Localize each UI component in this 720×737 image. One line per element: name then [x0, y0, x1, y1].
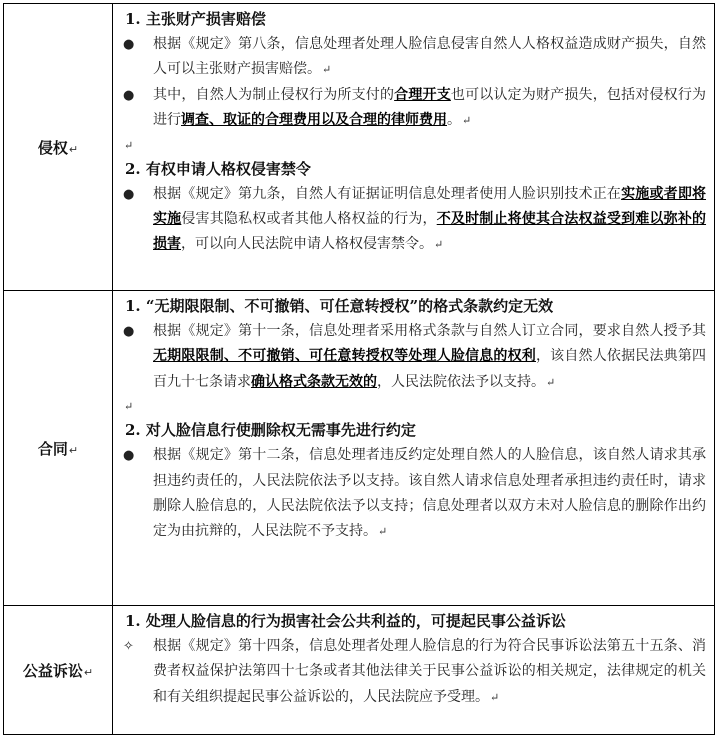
bullet-item — [123, 319, 706, 395]
key-phrase: 合理开支 — [394, 86, 451, 103]
key-phrase: 确认格式条款无效的 — [251, 373, 377, 390]
item-text: 根据《规定》第八条，信息处理者处理人脸信息侵害自然人人格权益造成财产损失，自然人可以主张财产损害赔偿。↵ — [153, 36, 706, 78]
bullet-item — [123, 634, 706, 710]
section-content — [113, 606, 715, 735]
bullet-item — [123, 32, 706, 83]
bullet-icon: ● — [123, 37, 135, 52]
item-text: 其中，自然人为制止侵权行为所支付的合理开支也可以认定为财产损失，包括对侵权行为进行调查、取证的合理费用以及合理的律师费用。↵ — [153, 86, 707, 129]
section-content — [113, 291, 715, 606]
key-phrase: 无期限限制、不可撤销、可任意转授权等处理人脸信息的权利 — [153, 348, 536, 365]
section-content — [113, 4, 715, 291]
section-label: 合同↵ — [4, 291, 113, 606]
key-phrase: 调查、取证的合理费用以及合理的律师费用 — [181, 112, 447, 129]
item-text: 根据《规定》第十一条，信息处理者采用格式条款与自然人订立合同，要求自然人授予其无期限限制、不可撤销、可任意转授权等处理人脸信息的权利，该自然人依据民法典第四百九十七条请求确认格式条款无效的，人民法院依法予以支持。↵ — [153, 323, 707, 390]
section-row-contract — [4, 291, 715, 606]
section-label: 侵权↵ — [4, 4, 113, 291]
item-text: 根据《规定》第十二条，信息处理者违反约定处理自然人的人脸信息，该自然人请求其承担违约责任的，人民法院依法予以支持。该自然人请求信息处理者承担违约责任时，请求删除人脸信息的，人民法院依法予以支持；信息处理者以双方未对人脸信息的删除作出约定为由抗辩的，人民法院不予支持。↵ — [153, 447, 706, 540]
diamond-bullet-icon: ✧ — [123, 639, 134, 654]
section-label: 公益诉讼↵ — [4, 606, 113, 735]
bullet-item — [123, 83, 706, 134]
section-heading: 1. “无期限限制、不可撤销、可任意转授权”的格式条款约定无效 — [125, 297, 554, 315]
bullet-icon: ● — [123, 324, 135, 339]
key-phrase: 不及时制止将使其合法权益受到难以弥补的损害 — [153, 211, 707, 253]
section-row-infringement — [4, 4, 715, 291]
section-heading: 2. 有权申请人格权侵害禁令 — [125, 159, 311, 178]
key-phrase: 实施或者即将实施 — [153, 185, 706, 228]
blank-line: ↵ — [124, 400, 134, 414]
bullet-item — [123, 182, 706, 258]
item-text: 根据《规定》第九条，自然人有证据证明信息处理者使用人脸识别技术正在实施或者即将实施侵害其隐私权或者其他人格权益的行为，不及时制止将使其合法权益受到难以弥补的损害，可以向人民法院申请人格权侵害禁令。↵ — [153, 185, 707, 253]
bullet-item — [123, 443, 706, 545]
section-heading: 2. 对人脸信息行使删除权无需事先进行约定 — [125, 421, 416, 440]
section-row-public-interest — [4, 606, 715, 735]
regulation-table — [3, 3, 715, 735]
item-text: 根据《规定》第十四条，信息处理者处理人脸信息的行为符合民事诉讼法第五十五条、消费者权益保护法第四十七条或者其他法律关于民事公益诉讼的相关规定，法律规定的机关和有关组织提起民事公益诉讼的，人民法院应予受理。↵ — [153, 638, 706, 705]
bullet-icon: ● — [123, 186, 135, 202]
blank-line: ↵ — [124, 138, 134, 152]
bullet-icon: ● — [123, 87, 135, 103]
bullet-icon: ● — [123, 448, 135, 464]
section-heading: 1. 处理人脸信息的行为损害社会公共利益的，可提起民事公益诉讼 — [125, 612, 566, 630]
section-heading: 1. 主张财产损害赔偿 — [125, 10, 266, 28]
